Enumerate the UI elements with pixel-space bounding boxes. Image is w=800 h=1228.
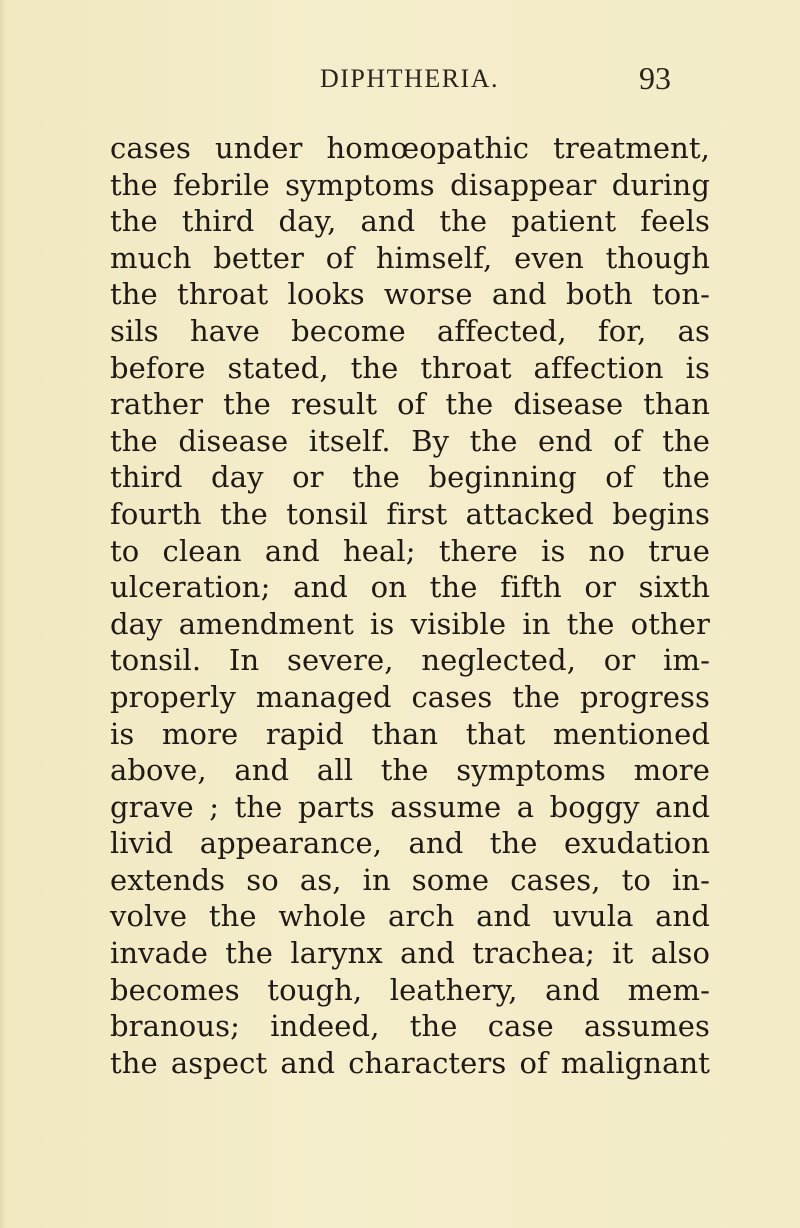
body-text (110, 130, 710, 1081)
text-line: the febrile symptoms disappear during (110, 167, 710, 202)
page-edge-shadow (0, 0, 6, 1228)
text-line: branous; indeed, the case assumes (110, 1009, 710, 1044)
text-line: invade the larynx and trachea; it also (110, 936, 710, 971)
text-line: day amendment is visible in the other (110, 606, 710, 641)
text-line: ulceration; and on the fifth or sixth (110, 570, 710, 605)
text-line: the throat looks worse and both ton- (110, 277, 710, 312)
text-line: much better of himself, even though (110, 240, 710, 275)
text-line: the aspect and characters of malignant (110, 1045, 710, 1080)
text-line: sils have become affected, for, as (110, 313, 710, 348)
page-number: 93 (639, 60, 671, 96)
text-line: above, and all the symptoms more (110, 753, 710, 788)
text-line: rather the result of the disease than (110, 387, 710, 422)
text-line: third day or the beginning of the (110, 460, 710, 495)
text-line: volve the whole arch and uvula and (110, 899, 710, 934)
text-line: the disease itself. By the end of the (110, 423, 710, 458)
text-line: before stated, the throat affection is (110, 350, 710, 385)
page-header (0, 60, 800, 104)
text-line: to clean and heal; there is no true (110, 533, 710, 568)
text-line: fourth the tonsil first attacked begins (110, 496, 710, 531)
text-line: extends so as, in some cases, to in- (110, 862, 710, 897)
running-head: DIPHTHERIA. (320, 64, 499, 93)
text-line: is more rapid than that mentioned (110, 716, 710, 751)
text-line: grave ; the parts assume a boggy and (110, 789, 710, 824)
text-line: tonsil. In severe, neglected, or im- (110, 643, 710, 678)
text-line: cases under homœopathic treatment, (110, 131, 710, 165)
text-line: properly managed cases the progress (110, 679, 710, 714)
text-line: becomes tough, leathery, and mem- (110, 972, 710, 1007)
text-line: the third day, and the patient feels (110, 204, 710, 239)
text-line: livid appearance, and the exudation (110, 826, 710, 861)
